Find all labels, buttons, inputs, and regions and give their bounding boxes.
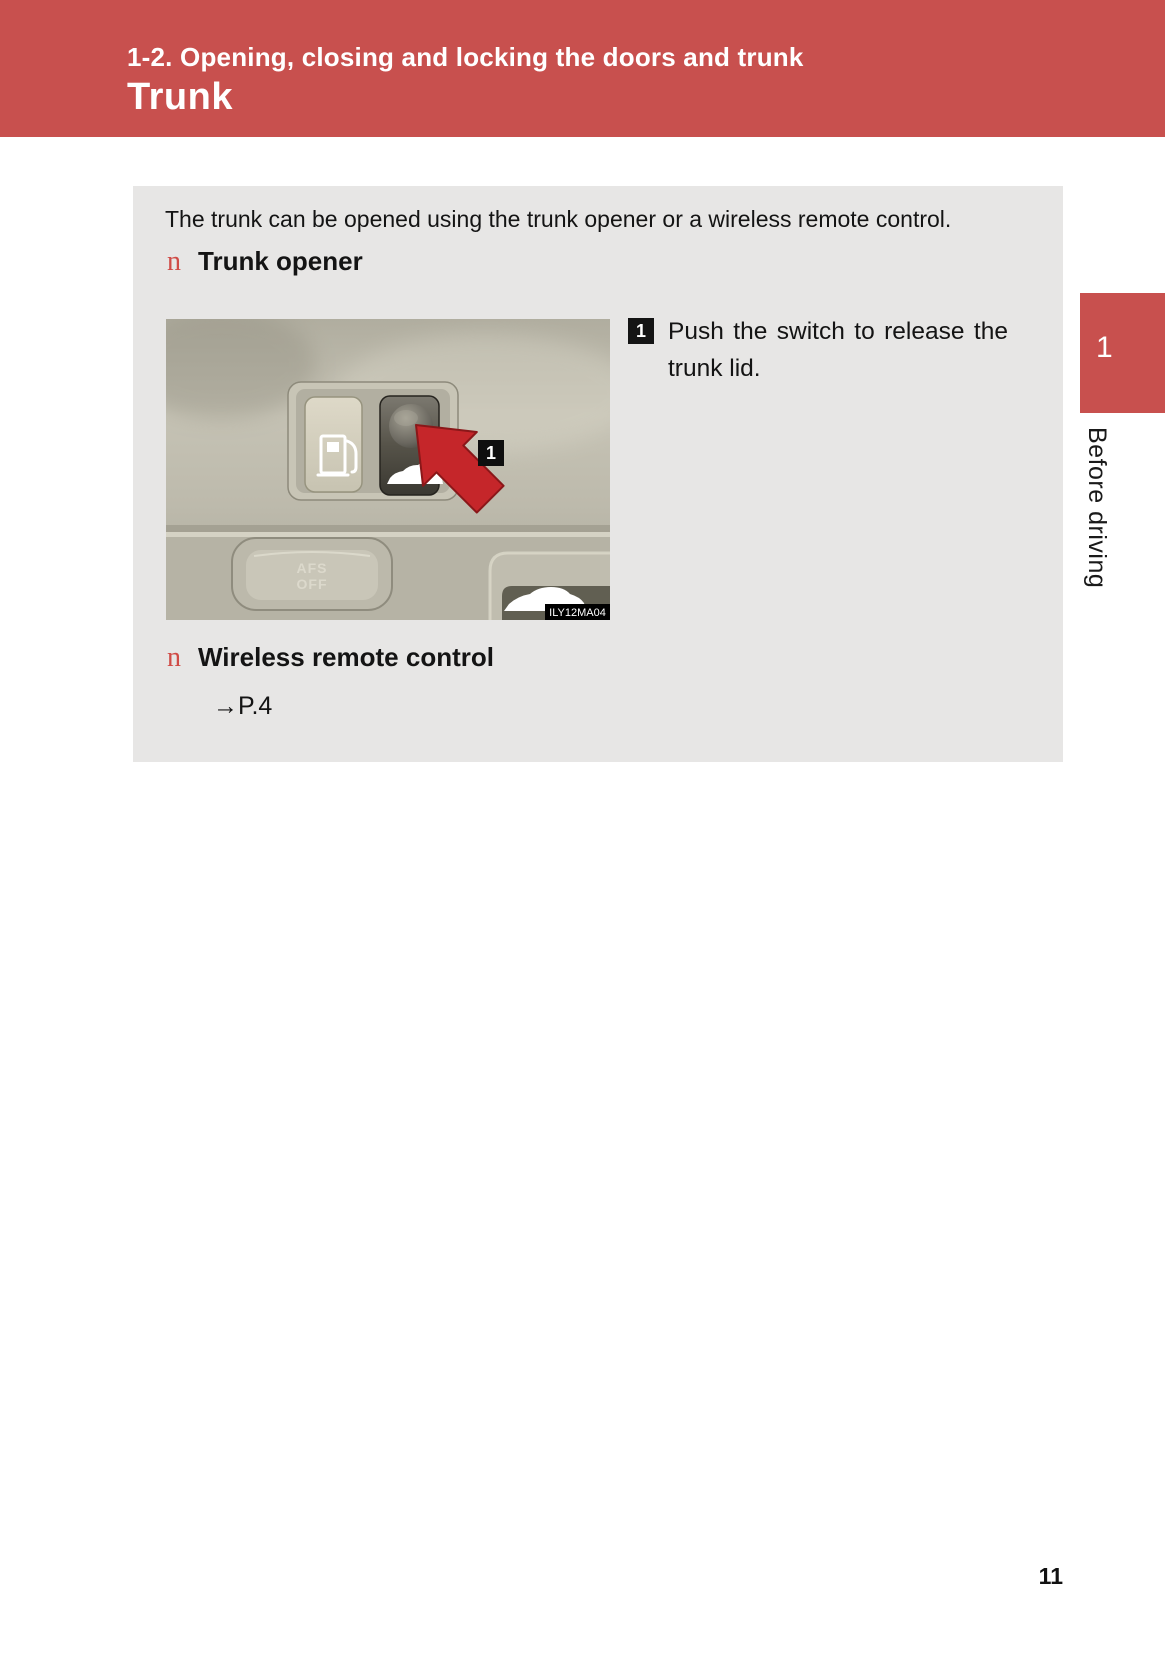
- chapter-tab: [1080, 293, 1165, 413]
- figure-callout-1-label: 1: [485, 443, 497, 463]
- watermark-text: ILY12MA04: [549, 607, 606, 619]
- chapter-number: 1: [1096, 331, 1113, 364]
- section-title: 1-2. Opening, closing and locking the doors and trunk: [127, 42, 804, 72]
- page-reference: →P.4: [213, 692, 273, 720]
- dashboard-illustration: [166, 319, 610, 620]
- section-heading-trunk-opener: [167, 246, 363, 278]
- lower-panel-edge-highlight: [166, 532, 610, 537]
- afs-label-line1: AFS: [296, 560, 328, 576]
- figure-callout-1: [478, 440, 504, 466]
- chapter-banner: [0, 0, 1165, 137]
- intro-text: The trunk can be opened using the trunk opener or a wireless remote control.: [165, 206, 952, 232]
- content-box: [133, 186, 1063, 762]
- step-1-badge: 1: [628, 318, 654, 344]
- section-heading-wireless-remote: [167, 642, 494, 674]
- fuel-door-switch: [305, 397, 362, 492]
- watermark-label: [502, 586, 610, 620]
- section-heading-label: Trunk opener: [198, 246, 363, 276]
- instruction-step-1: [628, 313, 1008, 387]
- page-number: 11: [1038, 1563, 1063, 1589]
- square-bullet-icon: n: [167, 642, 181, 673]
- trunk-opener-photo: [166, 319, 610, 620]
- chapter-label-vertical: Before driving: [1083, 427, 1111, 589]
- step-1-text: Push the switch to release the trunk lid.: [668, 318, 1008, 382]
- page-title: Trunk: [127, 76, 233, 118]
- afs-off-button: [232, 538, 392, 610]
- square-bullet-icon: n: [167, 246, 181, 277]
- afs-label-line2: OFF: [296, 576, 328, 592]
- section-heading-label: Wireless remote control: [198, 642, 494, 672]
